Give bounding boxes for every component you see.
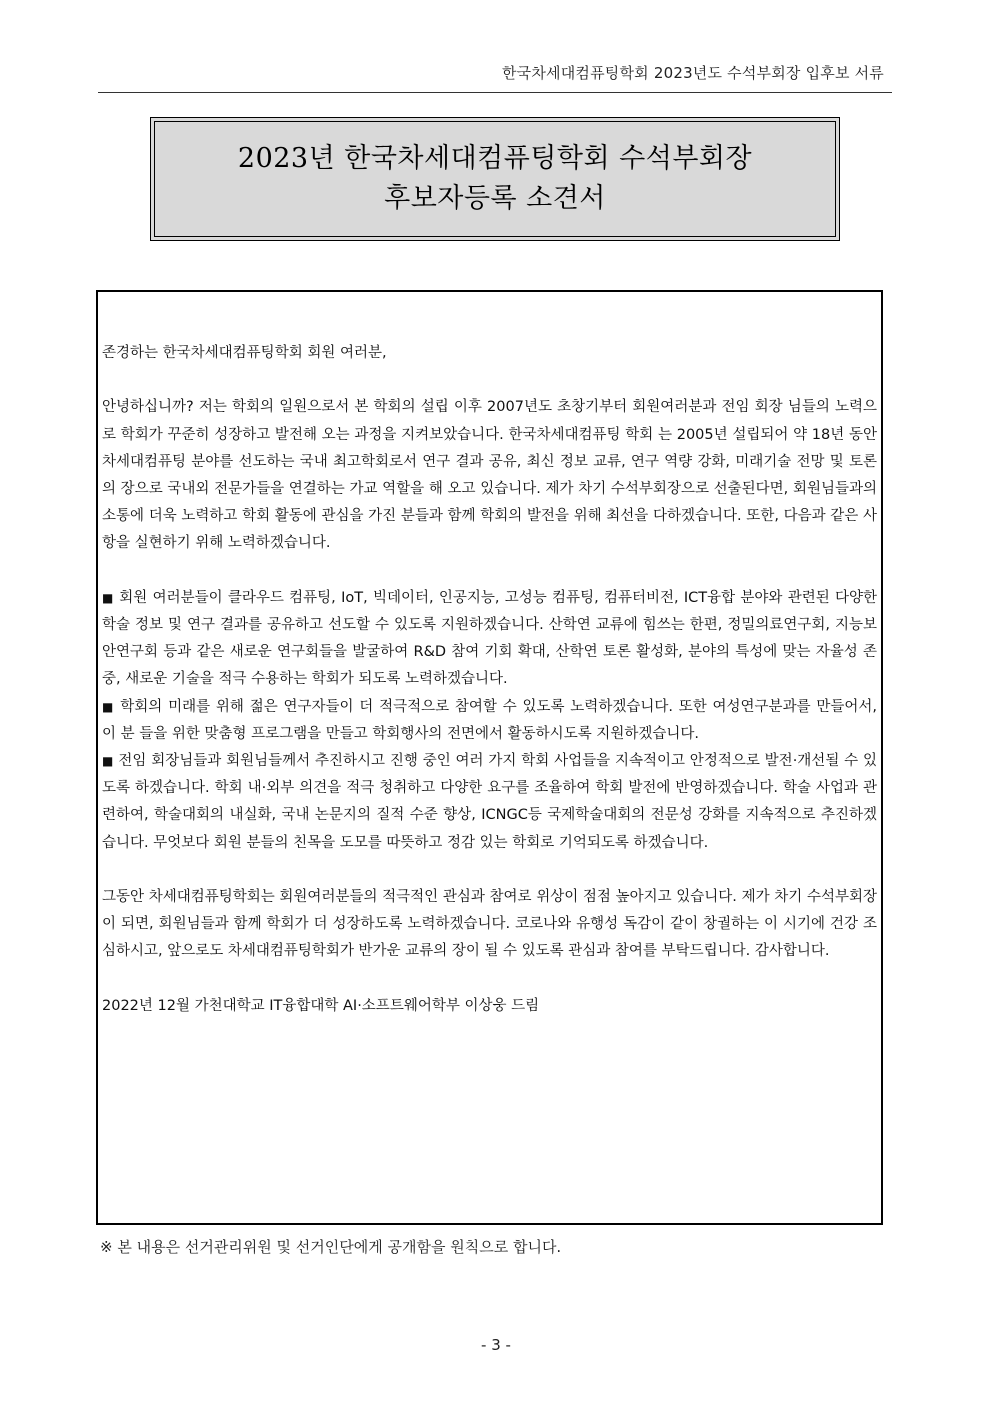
bullet-item: [102, 748, 877, 857]
paragraph-gap: [102, 558, 877, 585]
bullet-item: [102, 585, 877, 694]
bullet-text: 학회의 미래를 위해 젊은 연구자들이 더 적극적으로 참여할 수 있도록 노력하겠습니다. 또한 여성연구분과를 만들어서, 이 분 들을 위한 맞춤형 프로그램을 만들고 학회행사의 전면에서 활동하시도록 지원하겠습니다.: [102, 698, 877, 742]
intro-paragraph: 안녕하십니까? 저는 학회의 일원으로서 본 학회의 설립 이후 2007년도 초창기부터 회원여러분과 전임 회장 님들의 노력으로 학회가 꾸준히 성장하고 발전해 오는 과정을 지켜보았습니다. 한국차세대컴퓨팅 학회 는 2005년 설립되어 약 18년 동안 차세대컴퓨팅 분야를 선도하는 국내 최고학회로서 연구 결과 공유, 최신 정보 교류, 연구 역량 강화, 미래기술 전망 및 토론의 장으로 국내외 전문가들을 연결하는 가교 역할을 해 오고 있습니다. 제가 차기 수석부회장으로 선출된다면, 회원님들과의 소통에 더욱 노력하고 학회 활동에 관심을 가진 분들과 함께 학회의 발전을 위해 최선을 다하겠습니다. 또한, 다음과 같은 사 항을 실현하기 위해 노력하겠습니다.: [102, 399, 877, 552]
statement-body: [102, 340, 877, 1020]
signature-line: 2022년 12월 가천대학교 IT융합대학 AI·소프트웨어학부 이상웅 드림: [102, 997, 540, 1014]
square-bullet-icon: ■: [102, 754, 114, 769]
closing-paragraph: 그동안 차세대컴퓨팅학회는 회원여러분들의 적극적인 관심과 참여로 위상이 점점 높아지고 있습니다. 제가 차기 수석부회장이 되면, 회원님들과 함께 학회가 더 성장하도록 노력하겠습니다. 코로나와 유행성 독감이 같이 창궐하는 이 시기에 건강 조심하시고, 앞으로도 차세대컴퓨팅학회가 반가운 교류의 장이 될 수 있도록 관심과 참여를 부탁드립니다. 감사합니다.: [102, 889, 877, 960]
document-header: 한국차세대컴퓨팅학회 2023년도 수석부회장 입후보 서류: [501, 64, 884, 82]
salutation: 존경하는 한국차세대컴퓨팅학회 회원 여러분,: [102, 345, 387, 361]
title-line-2: 후보자등록 소견서: [384, 183, 606, 214]
page-number: - 3 -: [481, 1336, 511, 1354]
paragraph-gap: [102, 857, 877, 884]
bullet-text: 회원 여러분들이 클라우드 컴퓨팅, IoT, 빅데이터, 인공지능, 고성능 컴퓨팅, 컴퓨터비전, ICT융합 분야와 관련된 다양한 학술 정보 및 연구 결과를 공유하고 선도할 수 있도록 지원하겠습니다. 산학연 교류에 힘쓰는 한편, 정밀의료연구회, 지능보안연구회 등과 같은 새로운 연구회들을 발굴하여 R&D 참여 기회 확대, 산학연 토론 활성화, 분야의 특성에 맞는 자율성 존중, 새로운 기술을 적극 수용하는 학회가 되도록 노력하겠습니다.: [102, 589, 878, 688]
paragraph-gap: [102, 966, 877, 993]
disclosure-note: ※ 본 내용은 선거관리위원 및 선거인단에게 공개함을 원칙으로 합니다.: [100, 1238, 562, 1256]
square-bullet-icon: ■: [102, 590, 114, 605]
square-bullet-icon: ■: [102, 699, 115, 714]
paragraph-gap: [102, 367, 877, 394]
bullet-text: 전임 회장님들과 회원님들께서 추진하시고 진행 중인 여러 가지 학회 사업들을 지속적이고 안정적으로 발전·개선될 수 있도록 하겠습니다. 학회 내·외부 의견을 적극 청취하고 다양한 요구를 조율하여 학회 발전에 반영하겠습니다. 학술 사업과 관련하여, 학술대회의 내실화, 국내 논문지의 질적 수준 향상, ICNGC등 국제학술대회의 전문성 강화를 지속적으로 추진하겠습니다. 무엇보다 회원 분들의 친목을 도모를 따뜻하고 정감 있는 학회로 기억되도록 하겠습니다.: [102, 753, 877, 851]
header-divider: [98, 92, 892, 93]
bullet-item: [102, 694, 877, 748]
title-box: [150, 117, 840, 241]
title-inner-frame: [154, 121, 836, 237]
statement-box: [96, 290, 883, 1225]
title-line-1: 2023년 한국차세대컴퓨팅학회 수석부회장: [237, 143, 753, 174]
